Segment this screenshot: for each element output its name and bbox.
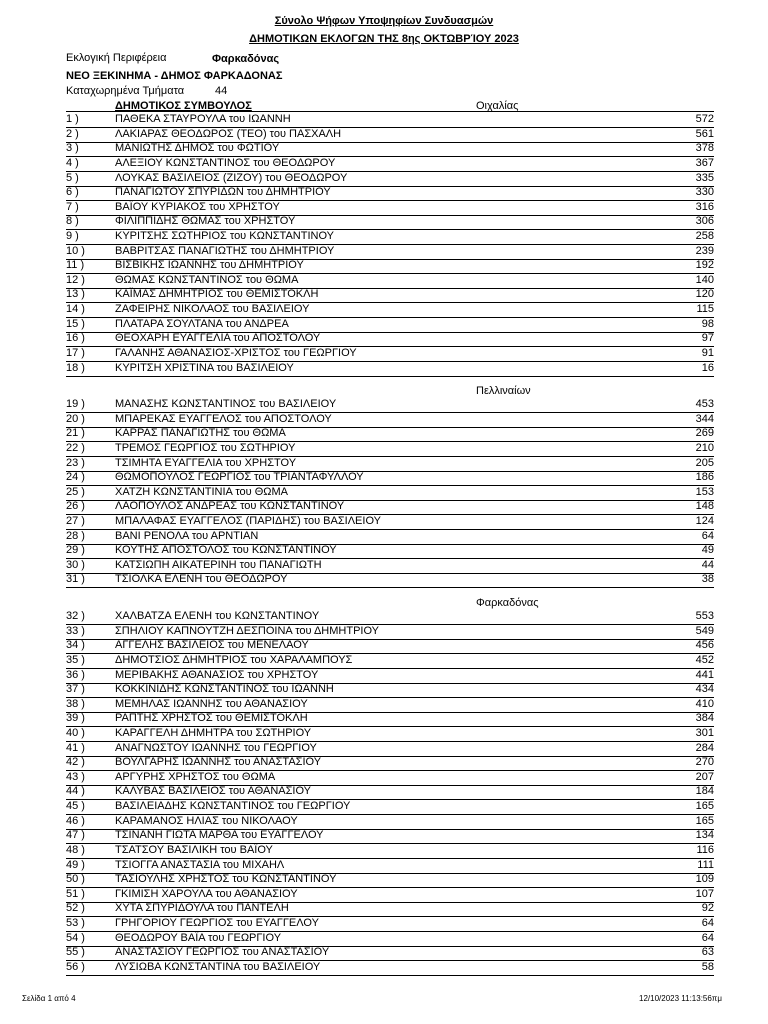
region-label: Εκλογική Περιφέρεια bbox=[66, 52, 167, 64]
row-number: 14 ) bbox=[66, 303, 85, 316]
row-number: 50 ) bbox=[66, 873, 85, 886]
row-number: 53 ) bbox=[66, 917, 85, 929]
row-number: 52 ) bbox=[66, 902, 85, 915]
candidate-name: ΑΛΕΞΙΟΥ ΚΩΝΣΤΑΝΤΙΝΟΣ του ΘΕΟΔΩΡΟΥ bbox=[115, 156, 336, 169]
row-number: 51 ) bbox=[66, 887, 85, 900]
vote-count: 239 bbox=[695, 244, 714, 257]
candidate-name: ΤΑΣΙΟΥΛΗΣ ΧΡΗΣΤΟΣ του ΚΩΝΣΤΑΝΤΙΝΟΥ bbox=[115, 873, 337, 886]
candidate-name: ΑΝΑΓΝΩΣΤΟΥ ΙΩΑΝΝΗΣ του ΓΕΩΡΓΙΟΥ bbox=[115, 741, 317, 754]
vote-count: 186 bbox=[695, 471, 714, 484]
vote-count: 344 bbox=[695, 412, 714, 425]
vote-count: 553 bbox=[695, 610, 714, 622]
row-number: 49 ) bbox=[66, 858, 85, 871]
row-number: 1 ) bbox=[66, 113, 79, 125]
row-number: 55 ) bbox=[66, 946, 85, 959]
candidate-name: ΚΥΡΙΤΣΗ ΧΡΙΣΤΙΝΑ του ΒΑΣΙΛΕΙΟΥ bbox=[115, 361, 294, 374]
candidate-name: ΠΛΑΤΑΡΑ ΣΟΥΛΤΑΝΑ του ΑΝΔΡΕΑ bbox=[115, 317, 289, 330]
table-row bbox=[66, 917, 714, 932]
vote-count: 441 bbox=[695, 668, 714, 681]
table-row bbox=[66, 902, 714, 917]
role-heading: ΔΗΜΟΤΙΚΟΣ ΣΥΜΒΟΥΛΟΣ bbox=[115, 100, 252, 112]
row-number: 44 ) bbox=[66, 785, 85, 798]
row-number: 11 ) bbox=[66, 259, 85, 272]
candidate-name: ΓΡΗΓΟΡΙΟΥ ΓΕΩΡΓΙΟΣ του ΕΥΑΓΓΕΛΟΥ bbox=[115, 917, 319, 929]
table-row bbox=[66, 859, 714, 874]
vote-count: 97 bbox=[701, 332, 714, 345]
vote-count: 98 bbox=[701, 317, 714, 330]
row-number: 8 ) bbox=[66, 215, 79, 228]
candidate-name: ΜΠΑΡΕΚΑΣ ΕΥΑΓΓΕΛΟΣ του ΑΠΟΣΤΟΛΟΥ bbox=[115, 412, 332, 425]
vote-count: 452 bbox=[695, 653, 714, 666]
table-row bbox=[66, 442, 714, 457]
candidate-name: ΜΕΡΙΒΑΚΗΣ ΑΘΑΝΑΣΙΟΣ του ΧΡΗΣΤΟΥ bbox=[115, 668, 319, 681]
vote-count: 63 bbox=[701, 946, 714, 959]
candidate-name: ΤΣΙΟΛΚΑ ΕΛΕΝΗ του ΘΕΟΔΩΡΟΥ bbox=[115, 573, 288, 586]
row-number: 56 ) bbox=[66, 960, 85, 973]
row-number: 2 ) bbox=[66, 127, 79, 140]
candidate-name: ΜΠΑΛΑΦΑΣ ΕΥΑΓΓΕΛΟΣ (ΠΑΡΙΔΗΣ) του ΒΑΣΙΛΕΙΟΥ bbox=[115, 515, 381, 527]
row-number: 13 ) bbox=[66, 288, 85, 301]
table-row bbox=[66, 303, 714, 318]
row-number: 17 ) bbox=[66, 346, 85, 359]
row-number: 25 ) bbox=[66, 485, 85, 498]
row-number: 48 ) bbox=[66, 843, 85, 856]
candidate-name: ΓΑΛΑΝΗΣ ΑΘΑΝΑΣΙΟΣ-ΧΡΙΣΤΟΣ του ΓΕΩΡΓΙΟΥ bbox=[115, 346, 357, 359]
candidate-name: ΤΣΙΝΑΝΗ ΓΙΩΤΑ ΜΑΡΘΑ του ΕΥΑΓΓΕΛΟΥ bbox=[115, 829, 324, 842]
candidate-name: ΜΕΜΗΛΑΣ ΙΩΑΝΝΗΣ του ΑΘΑΝΑΣΙΟΥ bbox=[115, 697, 308, 710]
vote-count: 378 bbox=[695, 142, 714, 155]
table-row bbox=[66, 157, 714, 172]
header-rule bbox=[66, 111, 714, 112]
vote-count: 140 bbox=[695, 273, 714, 286]
vote-count: 207 bbox=[695, 770, 714, 783]
table-row bbox=[66, 756, 714, 771]
table-row bbox=[66, 669, 714, 684]
row-number: 6 ) bbox=[66, 186, 79, 199]
table-row bbox=[66, 573, 714, 588]
candidate-name: ΚΑΤΣΙΩΠΗ ΑΙΚΑΤΕΡΙΝΗ του ΠΑΝΑΓΙΩΤΗ bbox=[115, 558, 322, 571]
row-number: 36 ) bbox=[66, 668, 85, 681]
row-number: 40 ) bbox=[66, 727, 85, 739]
candidate-name: ΒΑΒΡΙΤΣΑΣ ΠΑΝΑΓΙΩΤΗΣ του ΔΗΜΗΤΡΙΟΥ bbox=[115, 244, 335, 257]
row-number: 41 ) bbox=[66, 741, 85, 754]
vote-count: 107 bbox=[695, 887, 714, 900]
vote-count: 120 bbox=[695, 288, 714, 301]
candidate-name: ΚΑΪΜΑΣ ΔΗΜΗΤΡΙΟΣ του ΘΕΜΙΣΤΟΚΛΗ bbox=[115, 288, 319, 301]
table-row bbox=[66, 625, 714, 640]
vote-count: 165 bbox=[695, 814, 714, 827]
vote-count: 148 bbox=[695, 500, 714, 513]
candidate-name: ΒΙΣΒΙΚΗΣ ΙΩΑΝΝΗΣ του ΔΗΜΗΤΡΙΟΥ bbox=[115, 259, 304, 272]
candidate-name: ΛΟΥΚΑΣ ΒΑΣΙΛΕΙΟΣ (ΖΙΖΟΥ) του ΘΕΟΔΩΡΟΥ bbox=[115, 171, 348, 184]
table-row bbox=[66, 800, 714, 815]
vote-count: 192 bbox=[695, 259, 714, 272]
vote-count: 109 bbox=[695, 873, 714, 886]
row-number: 12 ) bbox=[66, 273, 85, 286]
row-number: 31 ) bbox=[66, 573, 85, 586]
vote-count: 124 bbox=[695, 515, 714, 527]
vote-count: 165 bbox=[695, 800, 714, 813]
table-row bbox=[66, 471, 714, 486]
vote-count: 184 bbox=[695, 785, 714, 798]
vote-count: 115 bbox=[696, 303, 714, 316]
vote-count: 210 bbox=[695, 441, 714, 454]
row-number: 15 ) bbox=[66, 317, 85, 330]
vote-count: 434 bbox=[695, 683, 714, 696]
row-number: 35 ) bbox=[66, 653, 85, 666]
vote-count: 64 bbox=[701, 917, 714, 929]
vote-count: 258 bbox=[695, 230, 714, 242]
table-row bbox=[66, 698, 714, 713]
region-value: Φαρκαδόνας bbox=[212, 53, 280, 65]
vote-count: 49 bbox=[701, 544, 714, 557]
row-number: 46 ) bbox=[66, 814, 85, 827]
row-number: 3 ) bbox=[66, 142, 79, 155]
candidate-name: ΤΣΑΤΣΟΥ ΒΑΣΙΛΙΚΗ του ΒΑΪΟΥ bbox=[115, 843, 273, 856]
candidate-name: ΦΙΛΙΠΠΙΔΗΣ ΘΩΜΑΣ του ΧΡΗΣΤΟΥ bbox=[115, 215, 296, 228]
vote-count: 284 bbox=[695, 741, 714, 754]
row-number: 23 ) bbox=[66, 456, 85, 469]
table-row bbox=[66, 186, 714, 201]
group-heading: Φαρκαδόνας bbox=[476, 597, 539, 609]
candidate-name: ΖΑΦΕΙΡΗΣ ΝΙΚΟΛΑΟΣ του ΒΑΣΙΛΕΙΟΥ bbox=[115, 303, 310, 316]
table-row bbox=[66, 113, 714, 128]
row-number: 28 ) bbox=[66, 529, 85, 542]
row-number: 37 ) bbox=[66, 683, 85, 696]
table-row bbox=[66, 128, 714, 143]
candidate-name: ΠΑΘΕΚΑ ΣΤΑΥΡΟΥΛΑ του ΙΩΑΝΝΗ bbox=[115, 113, 291, 125]
candidate-name: ΘΩΜΟΠΟΥΛΟΣ ΓΕΩΡΓΙΟΣ του ΤΡΙΑΝΤΑΦΥΛΛΟΥ bbox=[115, 471, 364, 484]
vote-count: 384 bbox=[695, 712, 714, 725]
table-row bbox=[66, 230, 714, 245]
vote-count: 205 bbox=[695, 456, 714, 469]
document-title: Σύνολο Ψήφων Υποψηφίων Συνδυασμών bbox=[274, 15, 494, 27]
vote-count: 456 bbox=[695, 639, 714, 652]
sections-label: Καταχωρημένα Τμήματα bbox=[66, 85, 185, 97]
table-row bbox=[66, 873, 714, 888]
candidate-name: ΤΡΕΜΟΣ ΓΕΩΡΓΙΟΣ του ΣΩΤΗΡΙΟΥ bbox=[115, 441, 296, 454]
candidate-name: ΛΑΚΙΑΡΑΣ ΘΕΟΔΩΡΟΣ (ΤΕΟ) του ΠΑΣΧΑΛΗ bbox=[115, 127, 342, 140]
candidate-name: ΠΑΝΑΓΙΩΤΟΥ ΣΠΥΡΙΔΩΝ του ΔΗΜΗΤΡΙΟΥ bbox=[115, 186, 331, 199]
table-row bbox=[66, 961, 714, 976]
vote-count: 316 bbox=[695, 200, 714, 213]
row-number: 32 ) bbox=[66, 610, 85, 622]
table-row bbox=[66, 347, 714, 362]
group-heading: Πελλιναίων bbox=[476, 385, 531, 397]
page-indicator: Σελίδα 1 από 4 bbox=[22, 994, 76, 1003]
row-number: 39 ) bbox=[66, 712, 85, 725]
row-number: 38 ) bbox=[66, 697, 85, 710]
vote-count: 561 bbox=[695, 127, 714, 140]
vote-count: 16 bbox=[701, 361, 714, 374]
candidate-name: ΜΑΝΑΣΗΣ ΚΩΝΣΤΑΝΤΙΝΟΣ του ΒΑΣΙΛΕΙΟΥ bbox=[115, 398, 337, 410]
candidate-name: ΑΓΓΕΛΗΣ ΒΑΣΙΛΕΙΟΣ του ΜΕΝΕΛΑΟΥ bbox=[115, 639, 309, 652]
candidate-name: ΑΡΓΥΡΗΣ ΧΡΗΣΤΟΣ του ΘΩΜΑ bbox=[115, 770, 276, 783]
vote-count: 270 bbox=[695, 756, 714, 769]
vote-count: 92 bbox=[701, 902, 714, 915]
row-number: 34 ) bbox=[66, 639, 85, 652]
table-row bbox=[66, 654, 714, 669]
vote-count: 153 bbox=[695, 485, 714, 498]
candidate-name: ΧΥΤΑ ΣΠΥΡΙΔΟΥΛΑ του ΠΑΝΤΕΛΗ bbox=[115, 902, 289, 915]
row-number: 24 ) bbox=[66, 471, 85, 484]
table-row bbox=[66, 639, 714, 654]
candidate-name: ΣΠΗΛΙΟΥ ΚΑΠΝΟΥΤΖΗ ΔΕΣΠΟΙΝΑ του ΔΗΜΗΤΡΙΟΥ bbox=[115, 624, 380, 637]
table-row bbox=[66, 559, 714, 574]
candidate-name: ΚΑΡΡΑΣ ΠΑΝΑΓΙΩΤΗΣ του ΘΩΜΑ bbox=[115, 427, 286, 440]
candidate-name: ΤΣΙΟΓΓΑ ΑΝΑΣΤΑΣΙΑ του ΜΙΧΑΗΛ bbox=[115, 858, 285, 871]
vote-count: 301 bbox=[695, 727, 714, 739]
vote-count: 410 bbox=[695, 697, 714, 710]
candidate-name: ΘΕΟΧΑΡΗ ΕΥΑΓΓΕΛΙΑ του ΑΠΟΣΤΟΛΟΥ bbox=[115, 332, 321, 345]
table-row bbox=[66, 785, 714, 800]
candidate-name: ΧΑΤΖΗ ΚΩΝΣΤΑΝΤΙΝΙΑ του ΘΩΜΑ bbox=[115, 485, 289, 498]
candidate-name: ΓΚΙΜΙΣΗ ΧΑΡΟΥΛΑ του ΑΘΑΝΑΣΙΟΥ bbox=[115, 887, 298, 900]
candidate-name: ΤΣΙΜΗΤΑ ΕΥΑΓΓΕΛΙΑ του ΧΡΗΣΤΟΥ bbox=[115, 456, 297, 469]
candidate-name: ΒΑΣΙΛΕΙΑΔΗΣ ΚΩΝΣΤΑΝΤΙΝΟΣ του ΓΕΩΡΓΙΟΥ bbox=[115, 800, 351, 813]
candidate-name: ΚΟΥΤΗΣ ΑΠΟΣΤΟΛΟΣ του ΚΩΝΣΤΑΝΤΙΝΟΥ bbox=[115, 544, 337, 557]
table-row bbox=[66, 362, 714, 377]
table-row bbox=[66, 742, 714, 757]
vote-count: 64 bbox=[701, 529, 714, 542]
candidate-name: ΚΥΡΙΤΣΗΣ ΣΩΤΗΡΙΟΣ του ΚΩΝΣΤΑΝΤΙΝΟΥ bbox=[115, 230, 335, 242]
table-row bbox=[66, 332, 714, 347]
row-number: 45 ) bbox=[66, 800, 85, 813]
table-row bbox=[66, 274, 714, 289]
candidate-name: ΒΟΥΛΓΑΡΗΣ ΙΩΑΝΝΗΣ του ΑΝΑΣΤΑΣΙΟΥ bbox=[115, 756, 322, 769]
candidate-name: ΑΝΑΣΤΑΣΙΟΥ ΓΕΩΡΓΙΟΣ του ΑΝΑΣΤΑΣΙΟΥ bbox=[115, 946, 330, 959]
vote-count: 453 bbox=[695, 398, 714, 410]
row-number: 54 ) bbox=[66, 931, 85, 944]
table-row bbox=[66, 142, 714, 157]
print-datetime: 12/10/2023 11:13:56πμ bbox=[639, 994, 722, 1003]
row-number: 18 ) bbox=[66, 361, 85, 374]
table-row bbox=[66, 515, 714, 530]
vote-count: 64 bbox=[701, 931, 714, 944]
row-number: 19 ) bbox=[66, 398, 85, 410]
table-row bbox=[66, 712, 714, 727]
row-number: 26 ) bbox=[66, 500, 85, 513]
party-name: ΝΕΟ ΞΕΚΙΝΗΜΑ - ΔΗΜΟΣ ΦΑΡΚΑΔΟΝΑΣ bbox=[66, 70, 283, 82]
document-subtitle: ΔΗΜΟΤΙΚΩΝ ΕΚΛΟΓΩΝ ΤΗΣ 8ης ΟΚΤΩΒΡΊΟΥ 2023 bbox=[249, 33, 519, 45]
candidate-name: ΘΩΜΑΣ ΚΩΝΣΤΑΝΤΙΝΟΣ του ΘΩΜΑ bbox=[115, 273, 299, 286]
vote-count: 549 bbox=[695, 624, 714, 637]
vote-count: 330 bbox=[695, 186, 714, 199]
table-row bbox=[66, 727, 714, 742]
row-number: 30 ) bbox=[66, 558, 85, 571]
candidate-name: ΔΗΜΟΤΣΙΟΣ ΔΗΜΗΤΡΙΟΣ του ΧΑΡΑΛΑΜΠΟΥΣ bbox=[115, 653, 353, 666]
candidate-name: ΧΑΛΒΑΤΖΑ ΕΛΕΝΗ του ΚΩΝΣΤΑΝΤΙΝΟΥ bbox=[115, 610, 320, 622]
row-number: 20 ) bbox=[66, 412, 85, 425]
candidate-name: ΡΑΠΤΗΣ ΧΡΗΣΤΟΣ του ΘΕΜΙΣΤΟΚΛΗ bbox=[115, 712, 308, 725]
candidate-name: ΛΑΟΠΟΥΛΟΣ ΑΝΔΡΕΑΣ του ΚΩΝΣΤΑΝΤΙΝΟΥ bbox=[115, 500, 345, 513]
vote-count: 38 bbox=[701, 573, 714, 586]
row-number: 22 ) bbox=[66, 441, 85, 454]
table-row bbox=[66, 932, 714, 947]
row-number: 9 ) bbox=[66, 230, 79, 242]
table-row bbox=[66, 398, 714, 413]
table-row bbox=[66, 829, 714, 844]
candidate-name: ΚΑΛΥΒΑΣ ΒΑΣΙΛΕΙΟΣ του ΑΘΑΝΑΣΙΟΥ bbox=[115, 785, 312, 798]
row-number: 47 ) bbox=[66, 829, 85, 842]
candidate-name: ΜΑΝΙΩΤΗΣ ΔΗΜΟΣ του ΦΩΤΙΟΥ bbox=[115, 142, 280, 155]
table-row bbox=[66, 683, 714, 698]
row-number: 21 ) bbox=[66, 427, 85, 440]
vote-count: 572 bbox=[695, 113, 714, 125]
row-number: 4 ) bbox=[66, 156, 79, 169]
table-row bbox=[66, 172, 714, 187]
table-row bbox=[66, 245, 714, 260]
table-row bbox=[66, 259, 714, 274]
table-row bbox=[66, 457, 714, 472]
candidate-name: ΒΑΝΙ ΡΕΝΟΛΑ του ΑΡΝΤΙΑΝ bbox=[115, 529, 259, 542]
vote-count: 44 bbox=[701, 558, 714, 571]
candidate-name: ΒΑΪΟΥ ΚΥΡΙΑΚΟΣ του ΧΡΗΣΤΟΥ bbox=[115, 200, 280, 213]
row-number: 29 ) bbox=[66, 544, 85, 557]
group-heading: Οιχαλίας bbox=[476, 100, 519, 112]
row-number: 43 ) bbox=[66, 770, 85, 783]
table-row bbox=[66, 201, 714, 216]
vote-count: 111 bbox=[697, 858, 714, 871]
row-number: 27 ) bbox=[66, 515, 85, 527]
candidate-name: ΘΕΟΔΩΡΟΥ ΒΑΪΑ του ΓΕΩΡΓΙΟΥ bbox=[115, 931, 282, 944]
table-row bbox=[66, 946, 714, 961]
sections-value: 44 bbox=[215, 85, 228, 97]
table-row bbox=[66, 844, 714, 859]
vote-count: 335 bbox=[695, 171, 714, 184]
row-number: 42 ) bbox=[66, 756, 85, 769]
vote-count: 269 bbox=[695, 427, 714, 440]
row-number: 33 ) bbox=[66, 624, 85, 637]
vote-count: 367 bbox=[695, 156, 714, 169]
table-row bbox=[66, 610, 714, 625]
table-row bbox=[66, 486, 714, 501]
table-row bbox=[66, 288, 714, 303]
table-row bbox=[66, 771, 714, 786]
table-row bbox=[66, 888, 714, 903]
table-row bbox=[66, 215, 714, 230]
vote-count: 306 bbox=[695, 215, 714, 228]
vote-count: 134 bbox=[695, 829, 714, 842]
row-number: 5 ) bbox=[66, 171, 79, 184]
table-row bbox=[66, 318, 714, 333]
candidate-name: ΚΟΚΚΙΝΙΔΗΣ ΚΩΝΣΤΑΝΤΙΝΟΣ του ΙΩΑΝΝΗ bbox=[115, 683, 334, 696]
table-row bbox=[66, 544, 714, 559]
candidate-name: ΛΥΣΙΩΒΑ ΚΩΝΣΤΑΝΤΙΝΑ του ΒΑΣΙΛΕΙΟΥ bbox=[115, 960, 321, 973]
table-row bbox=[66, 815, 714, 830]
candidate-name: ΚΑΡΑΜΑΝΟΣ ΗΛΙΑΣ του ΝΙΚΟΛΑΟΥ bbox=[115, 814, 298, 827]
candidate-name: ΚΑΡΑΓΓΕΛΗ ΔΗΜΗΤΡΑ του ΣΩΤΗΡΙΟΥ bbox=[115, 727, 312, 739]
row-number: 16 ) bbox=[66, 332, 85, 345]
row-number: 7 ) bbox=[66, 200, 79, 213]
table-row bbox=[66, 427, 714, 442]
table-row bbox=[66, 530, 714, 545]
vote-count: 91 bbox=[701, 346, 714, 359]
table-row bbox=[66, 413, 714, 428]
vote-count: 58 bbox=[701, 960, 714, 973]
row-number: 10 ) bbox=[66, 244, 85, 257]
vote-count: 116 bbox=[696, 843, 714, 856]
table-row bbox=[66, 500, 714, 515]
